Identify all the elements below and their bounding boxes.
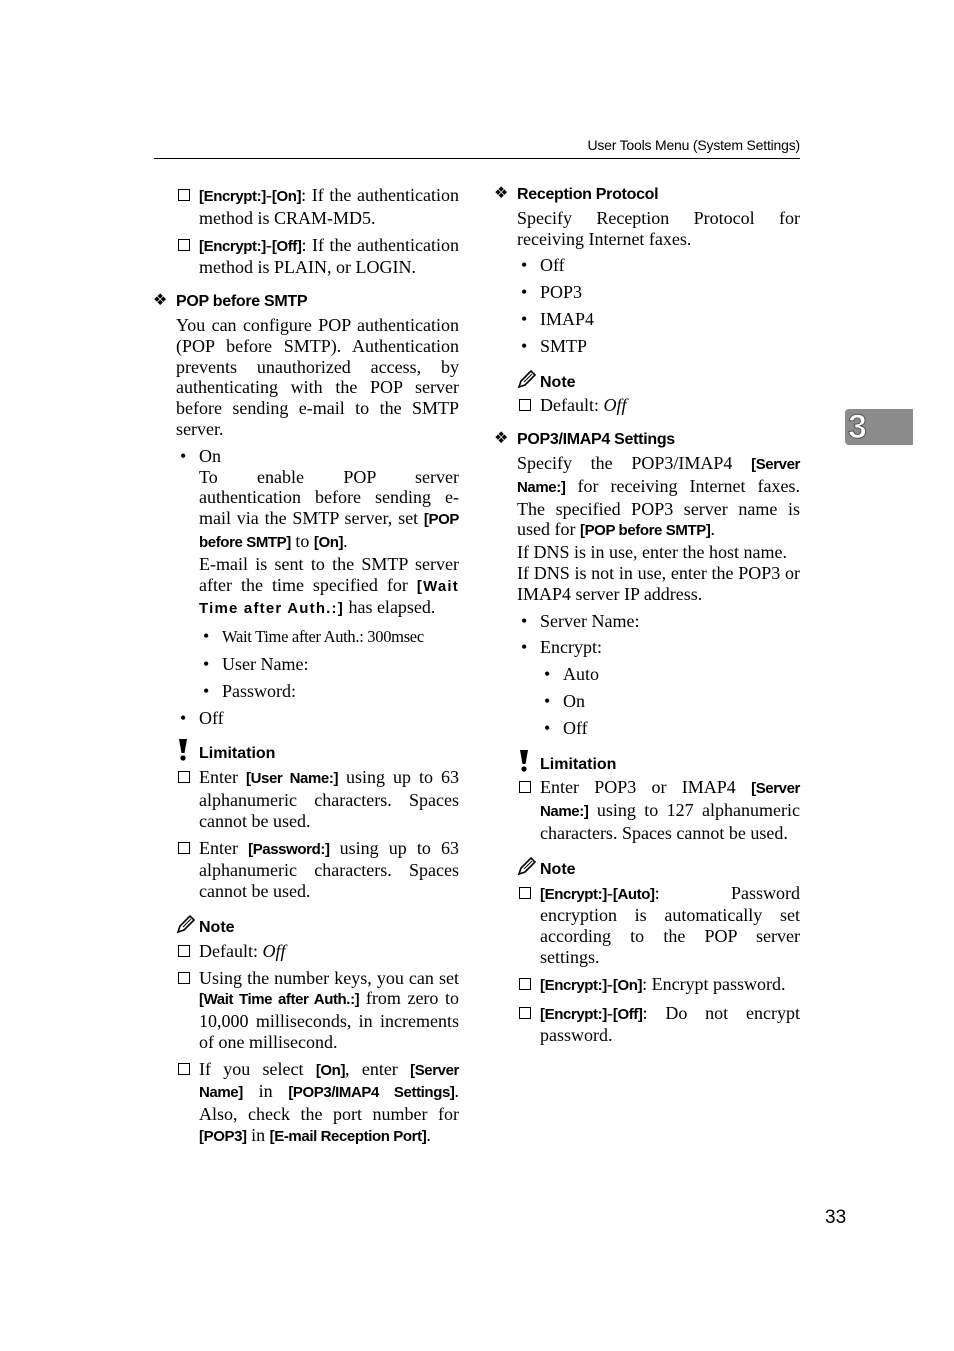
checkbox-icon [178, 771, 190, 783]
sub-item: • Off [544, 717, 588, 738]
reception-protocol-paragraph: Specify Reception Protocol for receiving Internet faxes. [517, 207, 800, 249]
checkbox-icon [178, 1063, 190, 1075]
heading-pop-before-smtp: ❖ POP before SMTP [153, 292, 308, 311]
checkbox-icon [178, 842, 190, 854]
checkbox-icon [519, 399, 531, 411]
list-item: • POP3 [521, 282, 583, 303]
pencil-icon [517, 369, 537, 389]
running-header: User Tools Menu (System Settings) [587, 137, 800, 153]
diamond-bullet-icon: ❖ [153, 292, 168, 310]
checkbox-icon [178, 189, 190, 201]
pencil-icon [517, 856, 537, 876]
sub-item-wait-time: • Wait Time after Auth.: 300msec [203, 626, 424, 647]
checkbox-icon [519, 978, 531, 990]
limitation-item-password: Enter [Password:] using up to 63 alphanumeric characters. Spaces cannot be used. [176, 838, 459, 902]
diamond-bullet-icon: ❖ [494, 185, 509, 202]
note-item-default: Default: Off [176, 941, 459, 962]
note-item-select-on: If you select [On], enter [Server Name] in [POP3/IMAP4 Settings]. Also, check the port number for [POP3] in [E-mail Reception Port]. [176, 1059, 459, 1148]
bullet-icon: • [180, 445, 187, 466]
chapter-number: 3 [848, 408, 867, 446]
checkbox-icon [519, 887, 531, 899]
heading-pop3-imap4-settings: ❖ POP3/IMAP4 Settings [494, 430, 675, 449]
list-item-on: • On To enable POP server authentication before sending e-mail via the SMTP server, set [POP before SMTP] to [On]. E-mail is sent to the SMTP server after the time specified for [Wait Time after Auth.:] has elapsed. • Wait Time after Auth.: 300msec • User Name: • Password: [180, 445, 459, 701]
note-heading: Note [517, 860, 800, 881]
note-item-encrypt-auto: [Encrypt:]-[Auto]: Password encryption is automatically set according to the POP server settings. [517, 883, 800, 968]
sub-item-user-name: • User Name: [203, 653, 309, 674]
list-item-off: • Off [180, 707, 224, 728]
list-item: • Off [521, 255, 565, 276]
checkbox-item-encrypt-off: [Encrypt:]-[Off]: If the authentication method is PLAIN, or LOGIN. [176, 235, 459, 279]
note-item-encrypt-off: [Encrypt:]-[Off]: Do not encrypt password. [517, 1003, 800, 1047]
limitation-heading: Limitation [517, 755, 800, 776]
limitation-heading: Limitation [176, 744, 459, 765]
checkbox-icon [178, 239, 190, 251]
note-item-number-keys: Using the number keys, you can set [Wait Time after Auth.:] from zero to 10,000 milliseconds, in increments of one millisecond. [176, 968, 459, 1053]
list-item-server-name: • Server Name: [521, 610, 640, 631]
sub-item: • On [544, 690, 585, 711]
checkbox-icon [519, 781, 531, 793]
checkbox-icon [178, 945, 190, 957]
list-item-encrypt: • Encrypt: • Auto • On • Off [517, 637, 800, 738]
pop-paragraph: You can configure POP authentication (POP before SMTP). Authentication prevents unauthorized access, by authenticating with the POP server before sending e-mail to the SMTP server. [176, 314, 459, 439]
list-item: • IMAP4 [521, 308, 595, 329]
chapter-tab [845, 409, 913, 445]
pencil-icon [176, 914, 196, 934]
limitation-item-server-name: Enter POP3 or IMAP4 [Server Name:] using to 127 alphanumeric characters. Spaces cannot be used. [517, 777, 800, 843]
note-item-default: Default: Off [517, 395, 800, 416]
pop3-imap4-paragraph: Specify the POP3/IMAP4 [Server Name:] for receiving Internet faxes. The specified POP3 server name is used for [POP before SMTP]. If DNS is in use, enter the host name. If DNS is not in use, enter the POP3 or IMAP4 server IP address. [517, 452, 801, 604]
checkbox-icon [178, 972, 190, 984]
diamond-bullet-icon: ❖ [494, 430, 509, 448]
left-column [153, 185, 460, 1154]
header-rule [154, 158, 800, 159]
checkbox-icon [519, 1007, 531, 1019]
page-number: 33 [825, 1207, 847, 1228]
sub-item: • Auto [544, 664, 599, 685]
right-column [494, 185, 801, 1052]
on-description: To enable POP server authentication before sending e-mail via the SMTP server, set [POP before SMTP] to [On]. E-mail is sent to the SMTP server after the time specified for [Wait Time after Auth.:] has elapsed. [199, 466, 459, 618]
exclamation-icon [176, 738, 190, 762]
note-heading: Note [176, 918, 459, 939]
checkbox-item-encrypt-on: [Encrypt:]-[On]: If the authentication method is CRAM-MD5. [176, 185, 459, 229]
limitation-item-user-name: Enter [User Name:] using up to 63 alphanumeric characters. Spaces cannot be used. [176, 767, 459, 831]
note-heading: Note [517, 373, 800, 394]
note-item-encrypt-on: [Encrypt:]-[On]: Encrypt password. [517, 974, 800, 997]
sub-item-password: • Password: [203, 680, 297, 701]
list-item: • SMTP [521, 335, 588, 356]
exclamation-icon [517, 749, 531, 773]
heading-reception-protocol: ❖ Reception Protocol [494, 185, 659, 203]
